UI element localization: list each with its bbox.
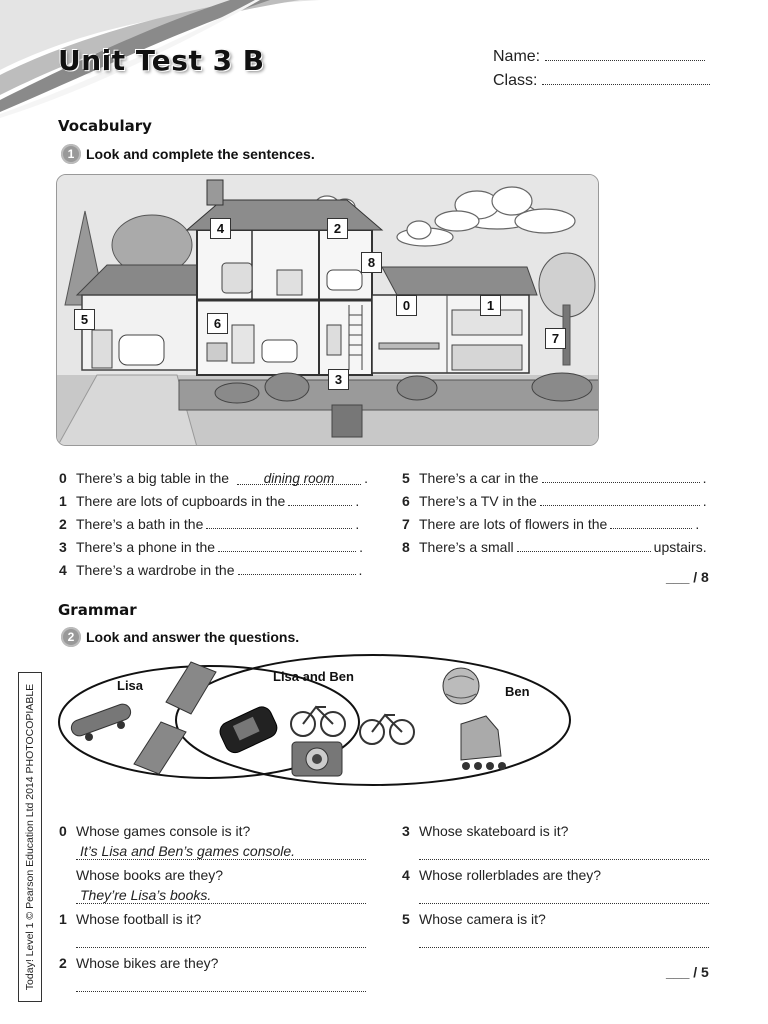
sentence-end: upstairs.	[653, 539, 707, 555]
sentence-row	[59, 493, 379, 516]
question-item	[59, 823, 369, 867]
sentence-row	[402, 539, 722, 562]
question-text: Whose football is it?	[76, 911, 202, 927]
question-row	[59, 867, 369, 883]
sentence-text: There are lots of flowers in the	[419, 516, 608, 532]
sentence-row	[59, 539, 379, 562]
house-drawing	[57, 175, 599, 446]
question-row	[59, 911, 369, 927]
skateboard-icon	[69, 702, 133, 741]
sentence-end: .	[364, 470, 368, 486]
book-icon	[134, 662, 216, 774]
vocabulary-heading: Vocabulary	[58, 117, 152, 135]
name-input-line[interactable]	[545, 60, 705, 61]
label-box-2: 2	[327, 218, 348, 239]
exercise-number-badge: 1	[61, 144, 81, 164]
question-item	[59, 911, 369, 955]
question-row	[402, 867, 712, 883]
page-title: Unit Test 3 B	[58, 44, 265, 77]
question-row	[59, 823, 369, 839]
question-text: Whose skateboard is it?	[419, 823, 569, 839]
question-row	[402, 911, 712, 927]
label-box-5: 5	[74, 309, 95, 330]
question-item	[59, 955, 369, 999]
games-console-icon	[217, 704, 280, 756]
question-row	[402, 823, 712, 839]
sentence-number: 8	[402, 539, 410, 555]
answer-blank[interactable]	[206, 516, 352, 529]
sentence-number: 0	[59, 470, 67, 486]
venn-label-lisa: Lisa	[117, 678, 144, 693]
sentence-number: 2	[59, 516, 67, 532]
answer-blank[interactable]	[610, 516, 692, 529]
question-text: Whose rollerblades are they?	[419, 867, 602, 883]
exercise-number-badge: 2	[61, 627, 81, 647]
sentence-end: .	[355, 516, 360, 532]
question-text: Whose books are they?	[76, 867, 224, 883]
answer-line[interactable]	[419, 888, 709, 904]
camera-icon	[292, 742, 342, 776]
question-number: 1	[59, 911, 67, 927]
answer-line[interactable]	[419, 932, 709, 948]
label-box-7: 7	[545, 328, 566, 349]
bike-icon	[360, 715, 414, 744]
grammar-questions-left	[59, 823, 369, 999]
question-text: Whose camera is it?	[419, 911, 546, 927]
vocabulary-sentences-right	[402, 470, 722, 562]
sentence-row	[59, 470, 379, 493]
grammar-instruction	[61, 627, 299, 647]
vocabulary-score: ___ / 8	[666, 569, 709, 585]
sentence-text: There’s a TV in the	[419, 493, 537, 509]
grammar-heading: Grammar	[58, 601, 137, 619]
class-field[interactable]	[493, 72, 710, 90]
sentence-row	[59, 516, 379, 539]
venn-label-lisa-and-ben: Lisa and Ben	[273, 669, 354, 684]
name-label: Name:	[493, 48, 541, 65]
sentence-row	[402, 493, 722, 516]
question-number: 0	[59, 823, 67, 839]
sentence-end: .	[358, 562, 363, 578]
answer-blank[interactable]	[218, 539, 356, 552]
sentence-number: 4	[59, 562, 67, 578]
name-field[interactable]	[493, 48, 705, 66]
answer-blank[interactable]	[540, 493, 700, 506]
sentence-text: There are lots of cupboards in the	[76, 493, 286, 509]
question-item	[402, 867, 712, 911]
question-number: 2	[59, 955, 67, 971]
label-box-8: 8	[361, 252, 382, 273]
sentence-number: 6	[402, 493, 410, 509]
instruction-text: Look and complete the sentences.	[86, 146, 315, 162]
vocabulary-sentences-left	[59, 470, 379, 585]
answer-line[interactable]	[76, 976, 366, 992]
question-text: Whose bikes are they?	[76, 955, 219, 971]
sentence-end: .	[359, 539, 363, 555]
sentence-text: There’s a phone in the	[76, 539, 216, 555]
vocabulary-instruction	[61, 144, 315, 164]
sentence-row	[402, 516, 722, 539]
label-box-4: 4	[210, 218, 231, 239]
answer-line[interactable]	[76, 932, 366, 948]
sentence-end: .	[695, 516, 700, 532]
grammar-score: ___ / 5	[666, 964, 709, 980]
question-item	[402, 823, 712, 867]
answer-blank[interactable]	[517, 539, 651, 552]
label-box-3: 3	[328, 369, 349, 390]
sentence-number: 1	[59, 493, 67, 509]
answer-blank[interactable]	[288, 493, 352, 506]
answer-line[interactable]: They’re Lisa’s books.	[76, 888, 366, 904]
sentence-number: 3	[59, 539, 67, 555]
label-box-1: 1	[480, 295, 501, 316]
sentence-end: .	[702, 493, 707, 509]
sentence-end: .	[702, 470, 707, 486]
instruction-text: Look and answer the questions.	[86, 629, 300, 645]
bike-icon	[291, 707, 345, 736]
house-illustration	[56, 174, 599, 446]
venn-label-ben: Ben	[505, 684, 530, 699]
answer-line[interactable]: It’s Lisa and Ben’s games console.	[76, 844, 366, 860]
answer-line[interactable]	[419, 844, 709, 860]
label-box-6: 6	[207, 313, 228, 334]
sentence-number: 7	[402, 516, 410, 532]
question-item	[402, 911, 712, 955]
sentence-end: .	[355, 493, 360, 509]
sentence-number: 5	[402, 470, 410, 486]
question-number: 4	[402, 867, 410, 883]
answer-blank[interactable]	[542, 470, 700, 483]
grammar-questions-right	[402, 823, 712, 955]
rollerblade-icon	[461, 716, 506, 770]
answer-blank[interactable]	[238, 562, 356, 575]
question-number: 5	[402, 911, 410, 927]
sentence-text: There’s a wardrobe in the	[76, 562, 235, 578]
sentence-row	[402, 470, 722, 493]
question-text: Whose games console is it?	[76, 823, 251, 839]
sentence-text: There’s a bath in the	[76, 516, 204, 532]
sentence-text: There’s a small	[419, 539, 514, 555]
football-icon	[443, 668, 479, 704]
answer-blank[interactable]: dining room	[237, 472, 361, 485]
copyright-sidebar	[18, 672, 42, 1002]
class-label: Class:	[493, 72, 538, 89]
copyright-text: Today! Level 1 © Pearson Education Ltd 2014 PHOTOCOPIABLE	[24, 683, 36, 991]
class-input-line[interactable]	[542, 84, 710, 85]
sentence-row	[59, 562, 379, 585]
question-row	[59, 955, 369, 971]
sentence-text: There’s a car in the	[419, 470, 539, 486]
label-box-0: 0	[396, 295, 417, 316]
question-item	[59, 867, 369, 911]
sentence-text: There’s a big table in the	[76, 470, 230, 486]
question-number: 3	[402, 823, 410, 839]
